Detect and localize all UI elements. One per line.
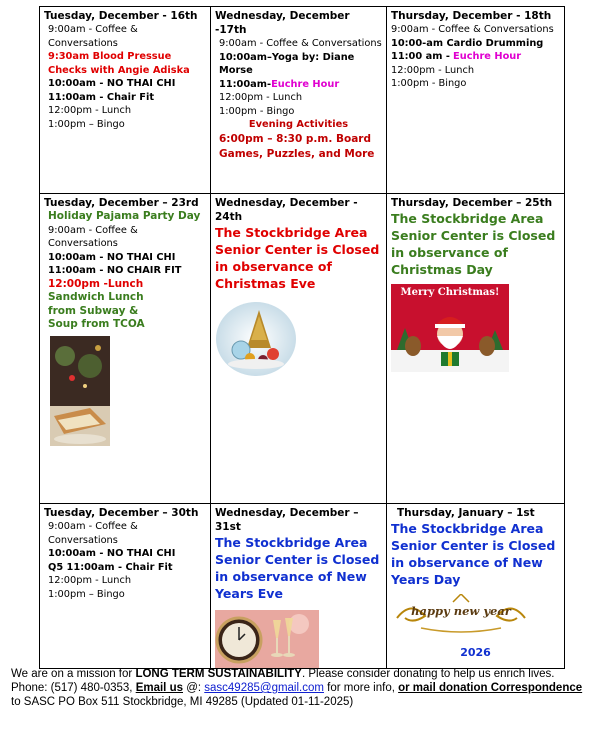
day-cell-wed-17 [211,7,387,194]
day-cell-thu-25 [387,194,565,504]
activity-cardio: 10:00-am Cardio Drumming [391,37,544,49]
activity-bingo: 1:00pm - Bingo [391,78,467,89]
activity-bingo: 1:00pm - Bingo [219,105,295,117]
day-header: Wednesday, December - 24th [215,197,358,223]
footer-text-2: . Please consider donating to help us enrich lives. Phone: (517) 480-0353, [11,668,555,694]
footer-text-4: for more info, [323,682,399,694]
euchre-label: Euchre Hour [453,51,522,62]
santa-image [391,284,509,372]
footer-notice [11,667,591,709]
day-header: Wednesday, December -17th [215,10,350,36]
evening-activities [215,132,382,162]
day-cell-wed-31 [211,504,387,669]
activity-chair-fit: 11:00am - NO CHAIR FIT [48,265,182,276]
day-cell-tue-30 [40,504,211,669]
day-header: Thursday, December - 18th [391,10,552,22]
mail-donation-label: or mail donation Correspondence [398,682,583,694]
day-header: Tuesday, December – 23rd [44,197,199,209]
activity-lunch-desc: Sandwich Lunch from Subway & Soup from TCOA [48,291,145,330]
mission-text: LONG TERM SUSTAINABILITY [135,668,302,680]
evening-title: Evening Activities [248,119,349,130]
day-header: Tuesday, December - 16th [44,10,198,22]
closed-notice: The Stockbridge Area Senior Center is Closed in observance of New Years Day [391,521,556,587]
santa-greeting: Merry Christmas! [400,287,500,298]
activity-coffee: 9:00am - Coffee & Conversations [219,38,382,49]
day-cell-tue-16 [40,7,211,194]
day-cell-tue-23 [40,194,211,504]
closed-notice: The Stockbridge Area Senior Center is Closed in observance of Christmas Eve [215,225,380,291]
activity-lunch: 12:00pm - Lunch [48,105,132,116]
new-year-number: 2026 [460,646,491,659]
day-header: Thursday, December – 25th [391,197,553,209]
activity-chair-fit: Q5 11:00am - Chair Fit [48,561,173,573]
activity-chair-fit: 11:00am - Chair Fit [48,91,155,103]
euchre-time: 11:00 am - [391,51,450,62]
closed-notice: The Stockbridge Area Senior Center is Closed in observance of Christmas Day [391,211,556,277]
footer-text-3: @: [183,682,205,694]
footer-text-5: to SASC PO Box 511 Stockbridge, MI 49285 (Updated 01-11-2025) [11,696,354,708]
activity-coffee: 9:00am - Coffee & Conversations [48,521,138,546]
pajama-party: Holiday Pajama Party Day [48,210,201,222]
day-header: Thursday, January – 1st [397,507,535,519]
day-header: Wednesday, December – 31st [215,507,359,533]
evening-time: 6:00pm – 8:30 p.m. [219,132,333,145]
new-years-eve-image [215,610,319,668]
activity-coffee: 9:00am - Coffee & Conversations [391,24,554,35]
activity-bingo: 1:00pm – Bingo [48,588,125,600]
evening-desc: Board Games, Puzzles, and More [219,132,375,160]
activity-lunch: 12:00pm - Lunch [48,575,132,586]
activity-blood-pressure: 9:30am Blood Pressue Checks with Angie Adiska [48,51,190,76]
activity-coffee: 9:00am - Coffee & Conversations [48,24,138,49]
activity-euchre [391,50,560,64]
email-link[interactable]: sasc49285@gmail.com [204,682,324,694]
happy-new-year-art [391,594,531,634]
week-row [40,504,565,669]
activity-thai-chi: 10:00am - NO THAI CHI [48,251,176,263]
euchre-label: Euchre Hour [271,78,340,90]
footer-text-1: We are on a mission for [11,668,136,680]
activity-thai-chi: 10:00am - NO THAI CHI [48,78,176,89]
activity-lunch: 12:00pm - Lunch [219,92,303,103]
activity-lunch-time: 12:00pm -Lunch [48,277,144,290]
calendar-table [39,6,565,669]
day-cell-thu-1 [387,504,565,669]
closed-notice: The Stockbridge Area Senior Center is Closed in observance of New Years Eve [215,535,380,601]
day-header: Tuesday, December – 30th [44,507,199,519]
day-cell-thu-18 [387,7,565,194]
activity-yoga: 10:00am–Yoga by: Diane Morse [219,51,355,76]
activity-thai-chi: 10:00am - NO THAI CHI [48,548,176,559]
activity-coffee: 9:00am - Coffee & Conversations [48,224,138,249]
week-row [40,7,565,194]
day-cell-wed-24 [211,194,387,504]
activity-euchre [215,78,382,92]
activity-bingo: 1:00pm – Bingo [48,118,125,130]
activity-lunch: 12:00pm - Lunch [391,64,475,76]
christmas-ornament-image [215,300,297,378]
happy-new-year-text: happy new year [411,604,511,618]
sandwich-photo [50,336,110,446]
email-us-label: Email us [135,682,183,694]
week-row [40,194,565,504]
euchre-time: 11:00am- [219,78,272,90]
